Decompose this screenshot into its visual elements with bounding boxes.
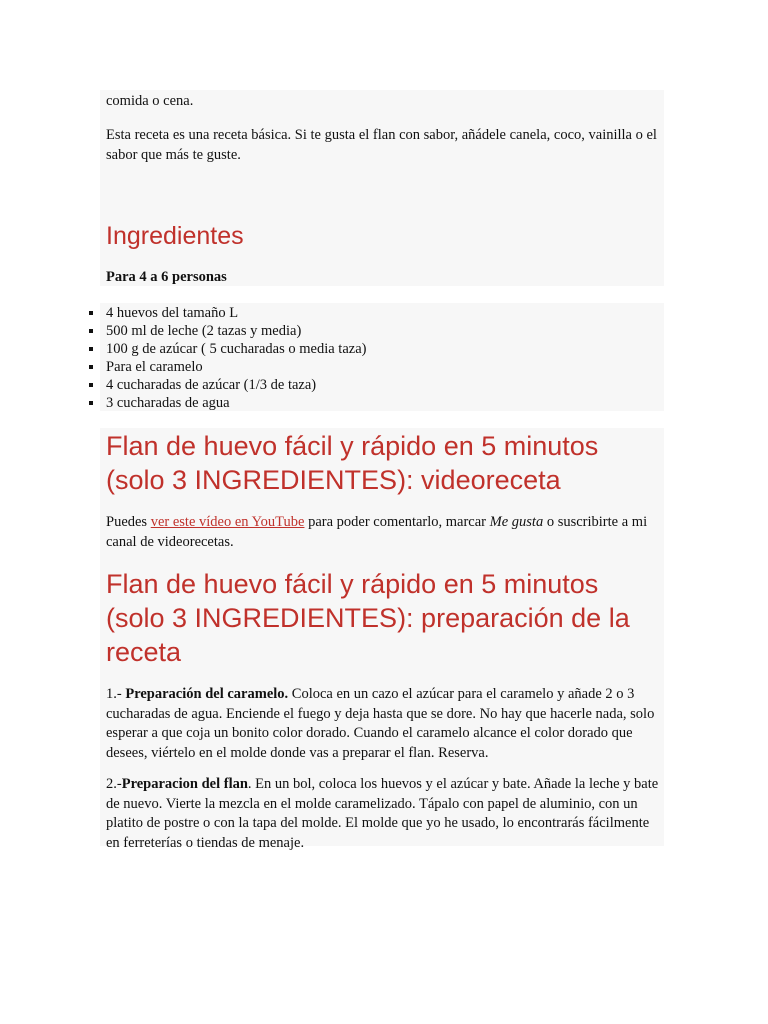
intro-band xyxy=(100,90,664,286)
bullet-icon xyxy=(89,365,93,369)
list-item: 4 huevos del tamaño L xyxy=(89,304,366,322)
me-gusta-text: Me gusta xyxy=(489,514,544,530)
ingredients-list xyxy=(89,304,366,412)
video-paragraph: Puedes ver este vídeo en YouTube para poder comentarlo, marcar Me gusta o suscribirte a mi canal de videorecetas. xyxy=(106,514,648,550)
bullet-icon xyxy=(89,401,93,405)
servings-label: Para 4 a 6 personas xyxy=(106,269,227,285)
preparation-heading: Flan de huevo fácil y rápido en 5 minutos (solo 3 INGREDIENTES): preparación de la receta xyxy=(106,569,630,667)
step-1-title: Preparación del caramelo. xyxy=(125,686,289,702)
step-1-paragraph: 1.- Preparación del caramelo. Coloca en un cazo el azúcar para el caramelo y añade 2 o 3 cucharadas de agua. Enciende el fuego y deja hasta que se dore. No hay que hacerle nada, solo esperar a que coja un bonito color dorado. Cuando el caramelo alcance el color dorado que desees, viértelo en el molde donde vas a preparar el flan. Reserva. xyxy=(106,686,655,761)
list-item: 100 g de azúcar ( 5 cucharadas o media taza) xyxy=(89,340,366,358)
youtube-link[interactable]: ver este vídeo en YouTube xyxy=(150,514,305,530)
list-item: Para el caramelo xyxy=(89,358,366,376)
list-item: 4 cucharadas de azúcar (1/3 de taza) xyxy=(89,376,366,394)
list-item: 500 ml de leche (2 tazas y media) xyxy=(89,322,366,340)
bullet-icon xyxy=(89,311,93,315)
intro-paragraph: Esta receta es una receta básica. Si te gusta el flan con sabor, añádele canela, coco, vainilla o el sabor que más te guste. xyxy=(106,127,657,163)
bullet-icon xyxy=(89,347,93,351)
step-2-paragraph: 2.-Preparacion del flan. En un bol, coloca los huevos y el azúcar y bate. Añade la leche y bate de nuevo. Vierte la mezcla en el molde caramelizado. Tápalo con papel de aluminio, con un platito de postre o con la tapa del molde. El molde que yo he usado, lo encontrarás fácilmente en ferreterías o tiendas de menaje. xyxy=(106,776,659,851)
video-heading: Flan de huevo fácil y rápido en 5 minutos (solo 3 INGREDIENTES): videoreceta xyxy=(106,431,599,495)
step-2-title: Preparacion del flan xyxy=(121,776,248,792)
bullet-icon xyxy=(89,383,93,387)
ingredients-heading: Ingredientes xyxy=(106,222,244,250)
bullet-icon xyxy=(89,329,93,333)
list-item: 3 cucharadas de agua xyxy=(89,394,366,412)
intro-fragment: comida o cena. xyxy=(106,93,194,109)
